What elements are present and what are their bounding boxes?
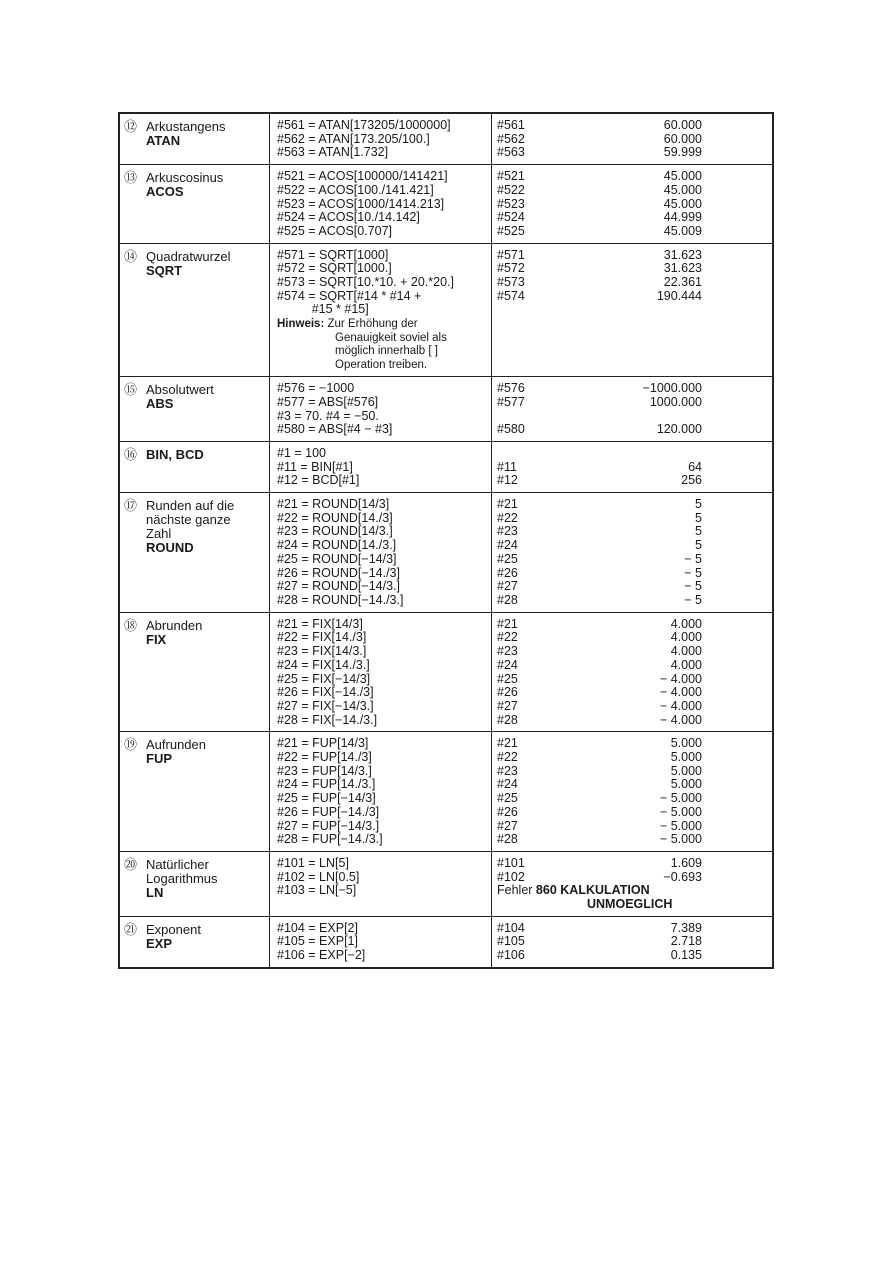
program-line: #21 = FUP[14/3] [277,736,369,751]
program-line: #25 = FUP[−14/3] [277,791,376,806]
result-variable: #573 [497,275,525,290]
program-line: #28 = FUP[−14./3.] [277,832,383,847]
result-variable: #24 [497,777,518,792]
item-number: ⑬ [124,170,138,186]
program-cell [270,165,492,243]
result-value: − 4.000 [659,698,702,713]
result-value: 45.009 [663,223,702,238]
function-title: Exponent [146,921,201,937]
result-line [497,618,702,632]
program-cell [270,917,492,967]
function-name-cell [120,852,270,916]
result-line [497,146,702,160]
result-line [497,474,702,488]
program-line: #26 = FUP[−14./3] [277,804,380,819]
result-value: − 5.000 [659,818,702,833]
result-variable: #25 [497,791,518,806]
program-line: #571 = SQRT[1000] [277,247,389,262]
result-variable: #23 [497,763,518,778]
program-cell [270,114,492,164]
result-value: 45.000 [663,169,702,184]
function-name-cell [120,244,270,377]
item-number: ⑭ [124,248,138,264]
result-variable: #522 [497,182,525,197]
result-variable: #24 [497,657,518,672]
result-variable: #521 [497,169,525,184]
result-value: 5 [695,497,702,512]
program-line: #24 = ROUND[14./3.] [277,538,397,553]
result-line [497,382,702,396]
result-variable: #26 [497,565,518,580]
item-number: ⑯ [124,446,138,462]
result-variable: #28 [497,712,518,727]
function-title: Aufrunden [146,737,206,753]
function-description [146,448,204,488]
result-line [497,778,702,792]
function-keyword: SQRT [146,262,183,278]
result-line [497,820,702,834]
program-line: #28 = FIX[−14./3.] [277,712,378,727]
result-cell [492,244,772,377]
function-name-cell [120,165,270,243]
error-code: 860 [535,883,557,898]
function-row [120,244,772,378]
hint-note [277,318,487,372]
result-variable: #24 [497,538,518,553]
program-line: #106 = EXP[−2] [277,948,366,963]
result-line [497,871,702,885]
result-line [497,539,702,553]
program-line: #21 = FIX[14/3] [277,616,363,631]
result-value: 60.000 [663,118,702,132]
function-title: Arkuscosinus [146,170,224,186]
result-variable: #523 [497,196,525,211]
result-line [497,211,702,225]
result-cell [492,917,772,967]
result-value [497,447,702,461]
result-cell [492,732,772,851]
result-value: − 4.000 [659,671,702,686]
result-variable: #580 [497,422,525,437]
result-value: 45.000 [663,196,702,211]
function-name-cell [120,732,270,851]
result-variable: #11 [497,459,517,474]
program-line: #12 = BCD[#1] [277,473,360,488]
item-number: ⑰ [124,498,138,514]
function-description [146,120,226,160]
function-description [146,250,231,373]
function-table [118,112,774,969]
function-row [120,732,772,852]
program-cell [270,377,492,441]
result-line [497,594,702,608]
result-line [497,198,702,212]
result-line [497,686,702,700]
hint-line: möglich innerhalb [ ] [335,345,438,358]
error-text: KALKULATION [560,883,650,898]
function-row [120,165,772,244]
function-name-cell [120,917,270,967]
result-value: 64 [688,459,702,474]
result-line [497,659,702,673]
result-line [497,737,702,751]
program-line: #26 = ROUND[−14./3] [277,565,400,580]
result-variable: #571 [497,247,525,262]
result-variable: #27 [497,698,518,713]
result-variable: #574 [497,288,525,303]
result-value: −1000.000 [642,381,702,396]
program-line: #21 = ROUND[14/3] [277,497,390,512]
hint-line: Operation treiben. [335,358,428,371]
program-line: #25 = FIX[−14/3] [277,671,371,686]
function-row [120,377,772,442]
result-line [497,833,702,847]
result-value: −0.693 [663,869,702,884]
result-value: − 4.000 [659,712,702,727]
result-variable: #563 [497,145,525,160]
result-line [497,673,702,687]
program-line: #24 = FIX[14./3.] [277,657,370,672]
result-line [497,751,702,765]
result-cell [492,114,772,164]
function-row [120,917,772,967]
result-variable: #23 [497,524,518,539]
function-description [146,858,218,912]
result-line [497,184,702,198]
program-line: #11 = BIN[#1] [277,459,353,474]
result-value: 4.000 [670,644,702,659]
program-line: #576 = −1000 [277,381,355,396]
program-cell [270,244,492,377]
result-variable: #25 [497,671,518,686]
result-line [497,119,702,133]
result-variable: #22 [497,630,518,645]
result-value: 31.623 [663,247,702,262]
function-row [120,852,772,917]
result-variable: #25 [497,551,518,566]
program-cell [270,732,492,851]
program-line: #27 = FUP[−14/3.] [277,818,380,833]
program-line: #104 = EXP[2] [277,920,358,935]
result-line [497,806,702,820]
result-line [497,262,702,276]
result-variable: #28 [497,592,518,607]
result-value: 59.999 [663,145,702,160]
result-line [497,580,702,594]
function-title: Absolutwert [146,382,214,398]
result-value: 256 [681,473,702,488]
result-variable: #26 [497,804,518,819]
program-line: #101 = LN[5] [277,855,349,870]
program-line: #26 = FIX[−14./3] [277,685,374,700]
result-cell [492,493,772,612]
program-line: #23 = ROUND[14/3.] [277,524,393,539]
result-value: 1000.000 [649,394,702,409]
function-row [120,493,772,613]
result-line [497,512,702,526]
result-variable: #27 [497,818,518,833]
function-keyword: ACOS [146,184,184,200]
function-keyword: ROUND [146,540,194,556]
result-variable: #102 [497,869,525,884]
result-variable: #524 [497,210,525,225]
program-line: #23 = FUP[14/3.] [277,763,372,778]
result-variable: #562 [497,131,525,146]
item-number: ⑲ [124,737,138,753]
result-variable: #21 [497,497,518,512]
result-value: 60.000 [663,131,702,146]
function-keyword: ABS [146,396,174,412]
result-line [497,792,702,806]
program-line: #24 = FUP[14./3.] [277,777,376,792]
result-value: 45.000 [663,182,702,197]
result-value: 5 [695,538,702,553]
function-row [120,613,772,733]
result-line [497,922,702,936]
result-value: 44.999 [663,210,702,225]
result-line [497,700,702,714]
program-line: #572 = SQRT[1000.] [277,261,392,276]
result-variable: #101 [497,855,525,870]
program-line: #28 = ROUND[−14./3.] [277,592,404,607]
result-value: 5 [695,524,702,539]
item-number: ⑱ [124,617,138,633]
hint-line: Zur Erhöhung der [327,318,418,331]
program-cell [270,852,492,916]
function-name-cell [120,613,270,732]
result-cell [492,165,772,243]
result-variable: #27 [497,579,518,594]
function-title: Quadratwurzel [146,248,231,264]
result-value: − 5 [684,551,702,566]
function-name-cell [120,377,270,441]
result-variable: #21 [497,736,518,751]
function-title: Arkustangens [146,119,226,134]
function-keyword: LN [146,884,164,900]
program-line: #22 = FUP[14./3] [277,750,372,765]
program-line: #524 = ACOS[10./14.142] [277,210,420,225]
program-line: #1 = 100 [277,445,327,460]
result-value: − 5.000 [659,832,702,847]
function-name-cell [120,442,270,492]
program-line: #22 = FIX[14./3] [277,630,367,645]
program-line: #574 = SQRT[#14 * #14 + [277,288,422,303]
result-value: 5 [695,510,702,525]
result-value: − 5 [684,592,702,607]
error-label: Fehler [497,883,533,898]
function-name-cell [120,493,270,612]
error-text: UNMOEGLICH [587,897,673,912]
result-variable: #26 [497,685,518,700]
result-variable: #23 [497,644,518,659]
result-line [497,276,702,290]
result-value: 2.718 [670,934,702,949]
program-line: #577 = ABS[#576] [277,394,379,409]
program-line: #573 = SQRT[10.*10. + 20.*20.] [277,275,454,290]
result-line [497,714,702,728]
program-line: #27 = ROUND[−14/3.] [277,579,400,594]
result-line [497,525,702,539]
program-line: #562 = ATAN[173.205/100.] [277,131,430,146]
result-value: 4.000 [670,657,702,672]
function-row [120,442,772,493]
program-cell [270,493,492,612]
program-line: #27 = FIX[−14/3.] [277,698,374,713]
result-line [497,631,702,645]
result-value: 5.000 [670,736,702,751]
function-description [146,619,202,728]
result-line [497,857,702,871]
result-value: − 4.000 [659,685,702,700]
function-keyword: BIN, BCD [146,446,204,462]
result-line [497,935,702,949]
program-line: #105 = EXP[1] [277,934,358,949]
program-line: #102 = LN[0.5] [277,869,360,884]
result-line [497,423,702,437]
result-variable: #105 [497,934,525,949]
function-description [146,738,206,847]
item-number: ⑫ [124,119,138,134]
result-line [497,645,702,659]
result-line [497,410,702,424]
result-line [497,461,702,475]
program-cell [270,442,492,492]
result-line [497,225,702,239]
result-value: 120.000 [656,422,702,437]
program-line: #580 = ABS[#4 − #3] [277,422,393,437]
function-name-cell [120,114,270,164]
function-description [146,383,214,437]
result-cell [492,442,772,492]
result-variable: #525 [497,223,525,238]
result-variable: #104 [497,920,525,935]
result-cell [492,852,772,916]
result-variable: #22 [497,750,518,765]
result-line [497,765,702,779]
function-title: Abrunden [146,617,203,633]
result-variable: #561 [497,118,525,132]
program-line: #521 = ACOS[100000/141421] [277,169,448,184]
item-number: ⑮ [124,382,138,398]
result-line [497,447,702,461]
function-keyword: EXP [146,935,173,951]
item-number: ⑳ [124,856,138,872]
result-value: − 5 [684,579,702,594]
function-row [120,114,772,165]
result-value: 22.361 [663,275,702,290]
program-line: #522 = ACOS[100./141.421] [277,182,434,197]
result-value: 190.444 [656,288,702,303]
item-number: ㉑ [124,921,138,937]
result-line [497,567,702,581]
program-line: #561 = ATAN[173205/1000000] [277,118,451,132]
program-line: #22 = ROUND[14./3] [277,510,393,525]
result-value: 7.389 [670,920,702,935]
function-description [146,171,223,239]
function-title: Natürlicher Logarithmus [146,856,218,886]
function-title: Runden auf die nächste ganze Zahl [146,498,235,542]
result-line [497,553,702,567]
program-cell [270,613,492,732]
result-value: 5.000 [670,777,702,792]
result-value: 0.135 [670,948,702,963]
result-value: 4.000 [670,616,702,631]
result-value [497,410,702,424]
result-line [497,133,702,147]
result-value: 31.623 [663,261,702,276]
error-message [497,884,702,911]
result-variable: #106 [497,948,525,963]
result-variable: #22 [497,510,518,525]
result-value: − 5 [684,565,702,580]
program-line: #103 = LN[−5] [277,883,357,898]
result-value: 5.000 [670,763,702,778]
result-line [497,396,702,410]
program-line: #25 = ROUND[−14/3] [277,551,397,566]
result-line [497,498,702,512]
program-line: #525 = ACOS[0.707] [277,223,393,238]
program-line: #15 * #15] [277,302,369,317]
result-variable: #572 [497,261,525,276]
function-description [146,499,234,608]
result-value: − 5.000 [659,804,702,819]
hint-line: Genauigkeit soviel als [335,331,447,344]
result-value: 4.000 [670,630,702,645]
function-keyword: ATAN [146,133,181,148]
result-variable: #21 [497,616,518,631]
result-line [497,290,702,304]
result-value: − 5.000 [659,791,702,806]
result-line [497,949,702,963]
result-value: 1.609 [670,855,702,870]
function-keyword: FUP [146,751,172,767]
program-line: #563 = ATAN[1.732] [277,145,389,160]
result-line [497,249,702,263]
result-variable: #28 [497,832,518,847]
program-line: #23 = FIX[14/3.] [277,644,367,659]
result-cell [492,377,772,441]
result-cell [492,613,772,732]
hint-label: Hinweis: [277,318,325,331]
function-description [146,923,201,963]
result-line [497,170,702,184]
result-value: 5.000 [670,750,702,765]
result-variable: #576 [497,381,525,396]
program-line: #523 = ACOS[1000/1414.213] [277,196,445,211]
result-variable: #12 [497,473,518,488]
program-line: #3 = 70. #4 = −50. [277,408,379,423]
function-keyword: FIX [146,631,167,647]
result-variable: #577 [497,394,525,409]
